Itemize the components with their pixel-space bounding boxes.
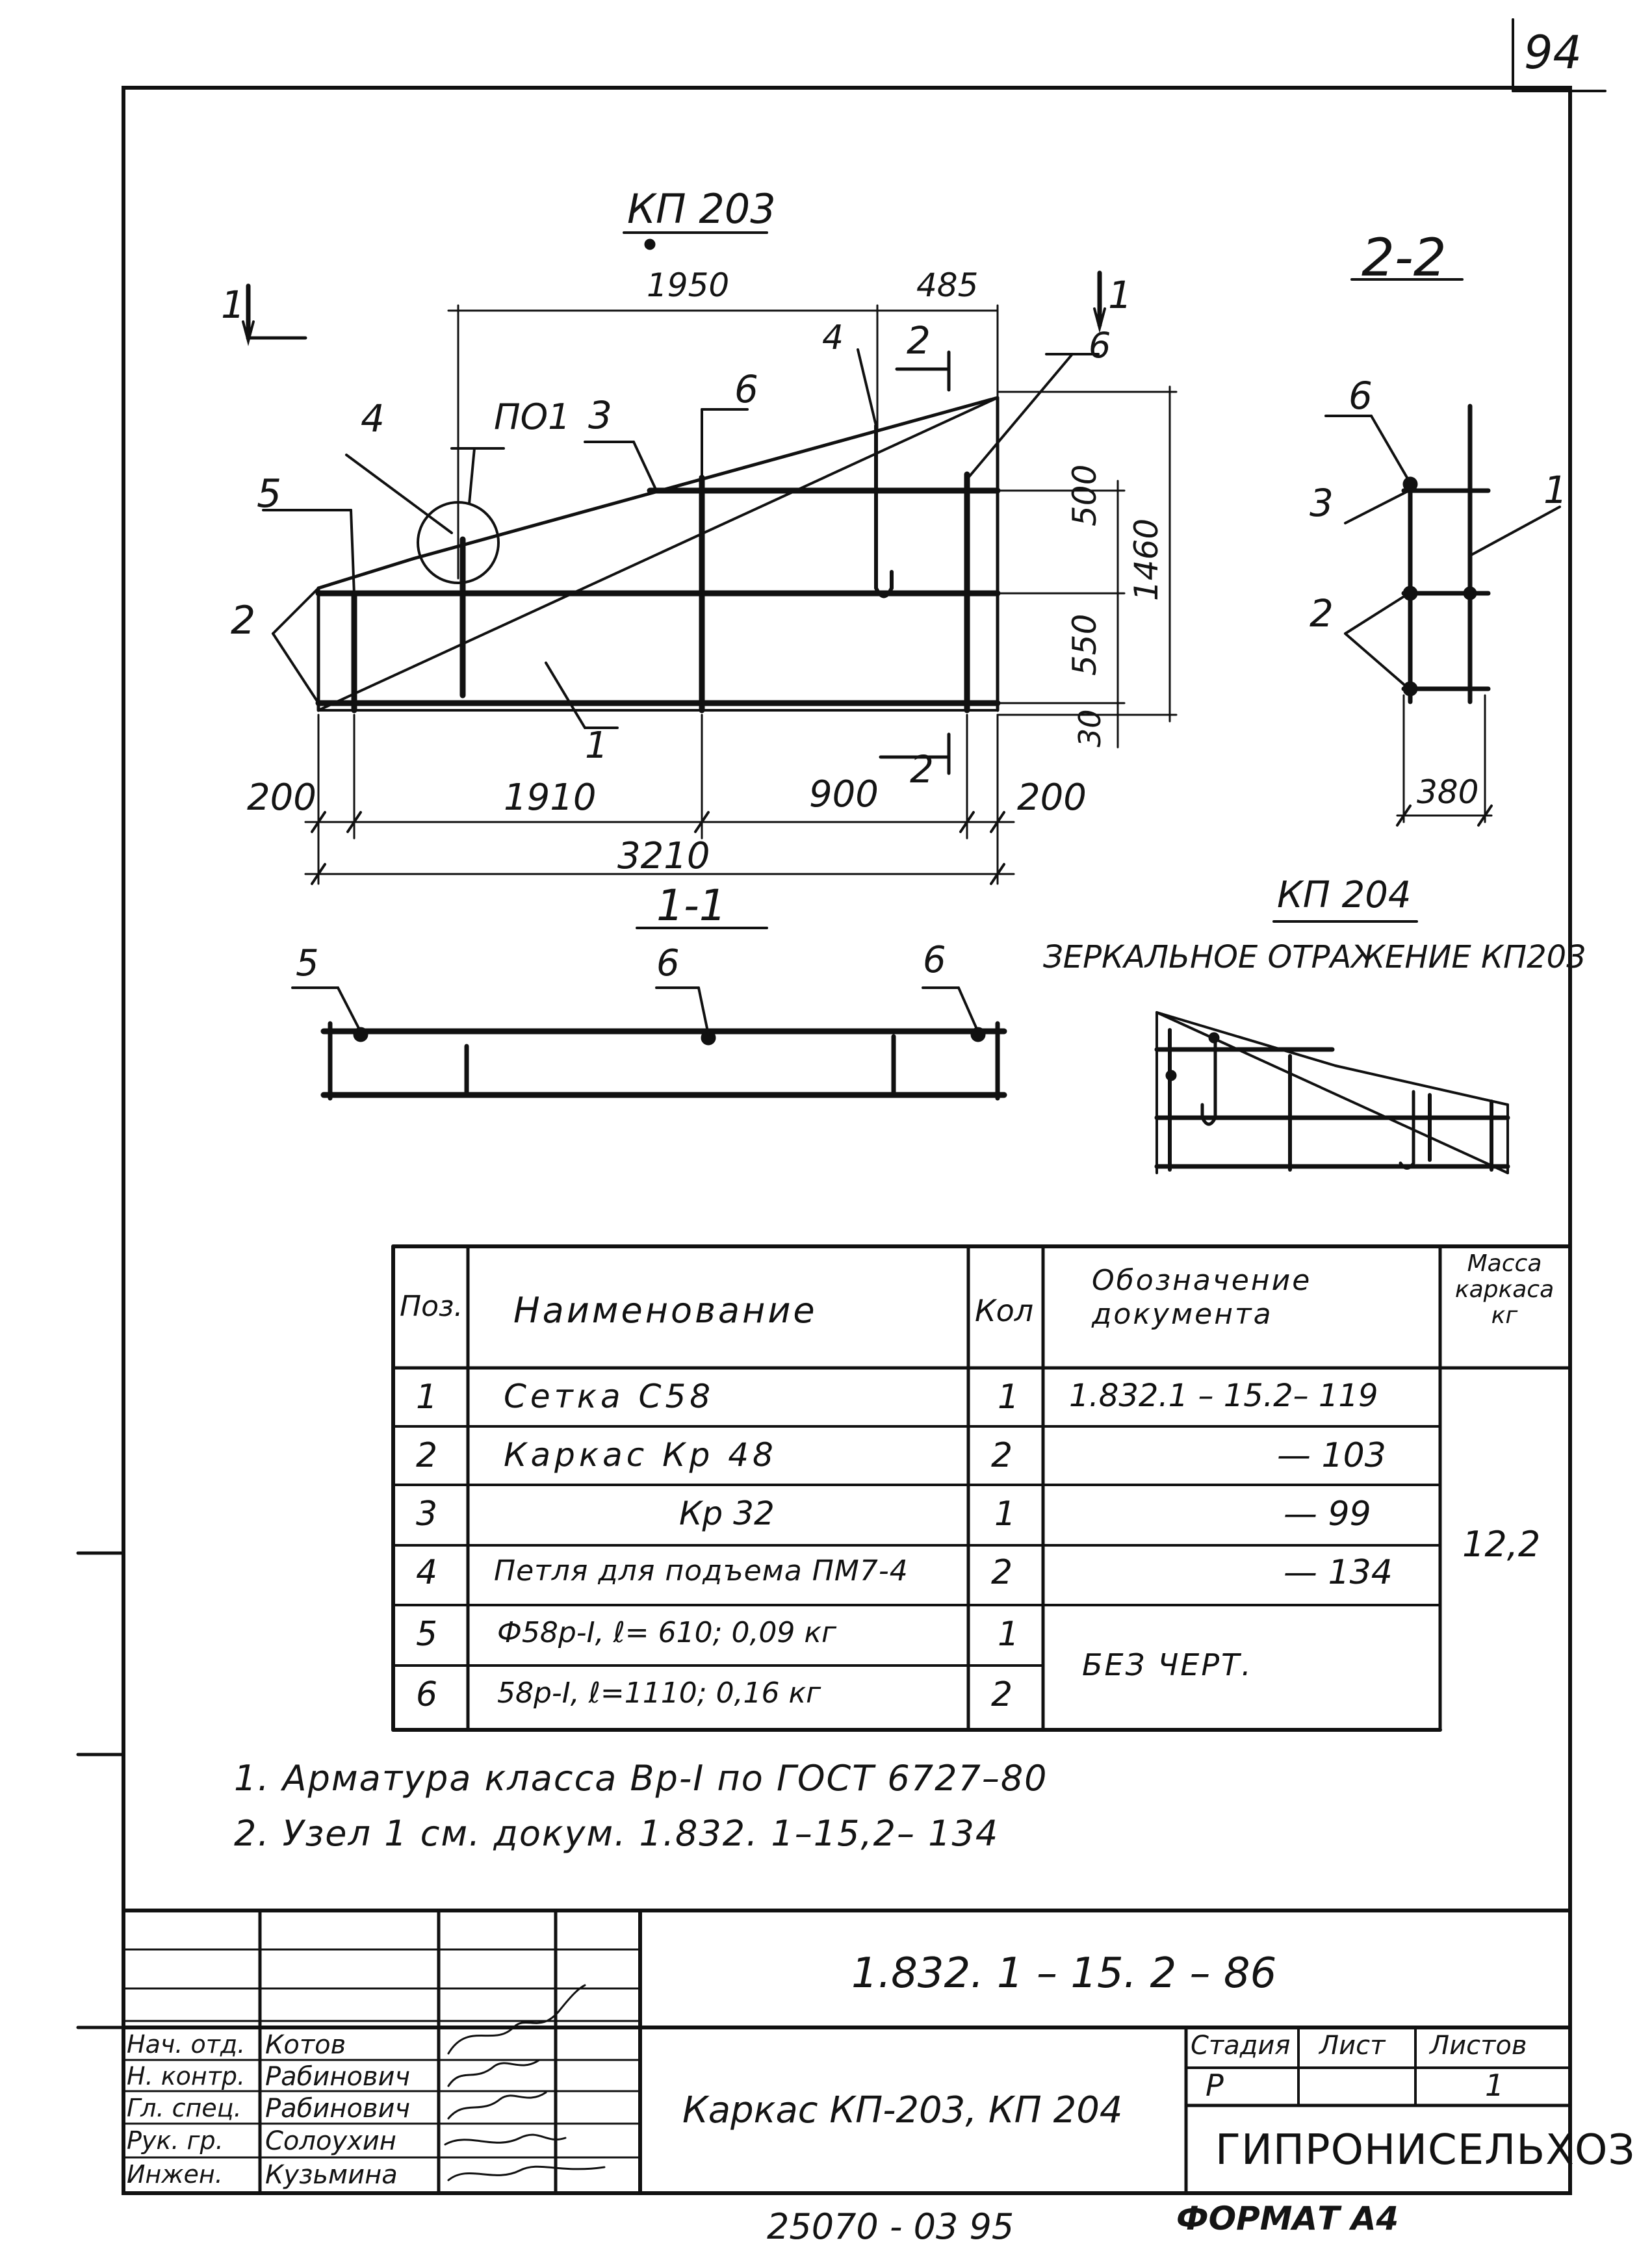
pos-6-right: 6 (1089, 325, 1111, 366)
row-1-qty: 1 (998, 1378, 1020, 1417)
section-2-2-title: 2-2 (1362, 227, 1447, 288)
mass-value: 12,2 (1462, 1524, 1541, 1565)
pos-1: 1 (585, 725, 608, 767)
dim-380: 380 (1417, 773, 1479, 811)
staff-role-2: Н. контр. (127, 2062, 246, 2090)
doc-merged-none: БЕЗ ЧЕРТ. (1082, 1647, 1253, 1682)
dim-30: 30 (1072, 709, 1107, 747)
section-mark-1-right: 1 (1108, 273, 1132, 317)
dim-550: 550 (1066, 613, 1103, 676)
staff-role-3: Гл. спец. (127, 2094, 242, 2122)
mirror-subtitle: ЗЕРКАЛЬНОЕ ОТРАЖЕНИЕ КП203 (1043, 939, 1586, 975)
format-label: ФОРМАТ А4 (1176, 2200, 1399, 2237)
row-4-name: Петля для подъема ПМ7-4 (494, 1554, 909, 1588)
pos-3: 3 (588, 393, 612, 437)
section-1-1-title: 1-1 (656, 881, 727, 931)
note-1: 1. Арматура класса Вр-I по ГОСТ 6727–80 (234, 1758, 1048, 1799)
pos-5: 5 (257, 471, 282, 517)
organization-name: ГИПРОНИСЕЛЬХОЗ (1215, 2126, 1636, 2174)
row-4-qty: 2 (991, 1553, 1013, 1592)
s22-pos-1: 1 (1543, 468, 1568, 512)
row-1-pos: 1 (416, 1378, 438, 1417)
row-6-qty: 2 (991, 1675, 1013, 1714)
dim-500: 500 (1066, 464, 1103, 526)
sheet-header: Лист (1319, 2031, 1386, 2061)
s11-pos-6-right: 6 (923, 939, 946, 981)
dim-1910: 1910 (504, 777, 597, 819)
stage-value: Р (1206, 2068, 1224, 2103)
row-3-name: Кр 32 (679, 1495, 775, 1532)
table-header-qty: Кол (975, 1293, 1034, 1328)
staff-name-2: Рабинович (265, 2062, 411, 2092)
sheets-header: Листов (1430, 2031, 1527, 2061)
row-1-doc: 1.832.1 – 15.2– 119 (1069, 1378, 1378, 1414)
row-2-doc: — 103 (1277, 1436, 1386, 1475)
staff-name-3: Рабинович (265, 2094, 411, 2124)
dim-200-left: 200 (247, 777, 316, 819)
note-2: 2. Узел 1 см. докум. 1.832. 1–15,2– 134 (234, 1813, 1000, 1854)
dim-1950: 1950 (647, 266, 730, 304)
table-header-name: Наименование (513, 1290, 818, 1331)
s22-pos-6: 6 (1349, 374, 1373, 418)
table-header-doc: Обозначение документа (1092, 1264, 1312, 1331)
staff-name-5: Кузьмина (265, 2160, 398, 2190)
row-2-qty: 2 (991, 1436, 1013, 1475)
s11-pos-5: 5 (296, 942, 319, 984)
staff-name-4: Солоухин (265, 2126, 396, 2156)
row-2-pos: 2 (416, 1436, 438, 1475)
row-6-pos: 6 (416, 1675, 438, 1714)
row-3-doc: — 99 (1284, 1495, 1371, 1534)
table-header-pos: Поз. (400, 1290, 463, 1323)
stage-header: Стадия (1191, 2031, 1291, 2061)
staff-role-5: Инжен. (127, 2160, 223, 2189)
row-3-pos: 3 (416, 1495, 438, 1534)
row-1-name: Сетка С58 (504, 1378, 715, 1415)
dim-485: 485 (916, 266, 979, 304)
pos-6-middle: 6 (734, 367, 758, 411)
s22-pos-3: 3 (1310, 481, 1334, 525)
row-3-qty: 1 (994, 1495, 1016, 1534)
staff-name-1: Котов (265, 2030, 346, 2060)
dim-200-right: 200 (1017, 777, 1087, 819)
dim-3210: 3210 (617, 835, 710, 877)
row-5-name: Ф58р-I, ℓ= 610; 0,09 кг (497, 1616, 837, 1649)
row-6-name: 58р-I, ℓ=1110; 0,16 кг (497, 1677, 821, 1710)
node-label: ПО1 (494, 396, 571, 437)
mirror-title: КП 204 (1277, 874, 1412, 916)
row-5-pos: 5 (416, 1615, 438, 1654)
section-mark-1-left: 1 (221, 283, 245, 327)
dim-900: 900 (809, 773, 879, 816)
table-header-mass: Масса каркаса кг (1454, 1250, 1555, 1329)
section-mark-2-top: 2 (907, 318, 931, 363)
section-mark-2-bottom: 2 (910, 747, 934, 791)
staff-role-1: Нач. отд. (127, 2030, 246, 2059)
staff-role-4: Рук. гр. (127, 2126, 224, 2155)
drawing-title: КП 203 (627, 185, 776, 233)
s22-pos-2: 2 (1310, 591, 1334, 636)
row-4-pos: 4 (416, 1553, 438, 1592)
pos-4-loop: 4 (822, 318, 844, 357)
dim-1460: 1460 (1128, 518, 1165, 601)
pos-2: 2 (231, 598, 256, 643)
page-number: 94 (1524, 26, 1582, 79)
pos-4-left: 4 (361, 396, 385, 441)
s11-pos-6-middle: 6 (656, 942, 680, 984)
doc-code: 1.832. 1 – 15. 2 – 86 (851, 1949, 1277, 1998)
sheet-title: Каркас КП-203, КП 204 (682, 2089, 1123, 2131)
sheets-value: 1 (1485, 2068, 1504, 2103)
row-2-name: Каркас Кр 48 (504, 1436, 777, 1474)
row-4-doc: — 134 (1284, 1553, 1393, 1592)
archive-code: 25070 - 03 95 (767, 2206, 1014, 2247)
row-5-qty: 1 (998, 1615, 1020, 1654)
